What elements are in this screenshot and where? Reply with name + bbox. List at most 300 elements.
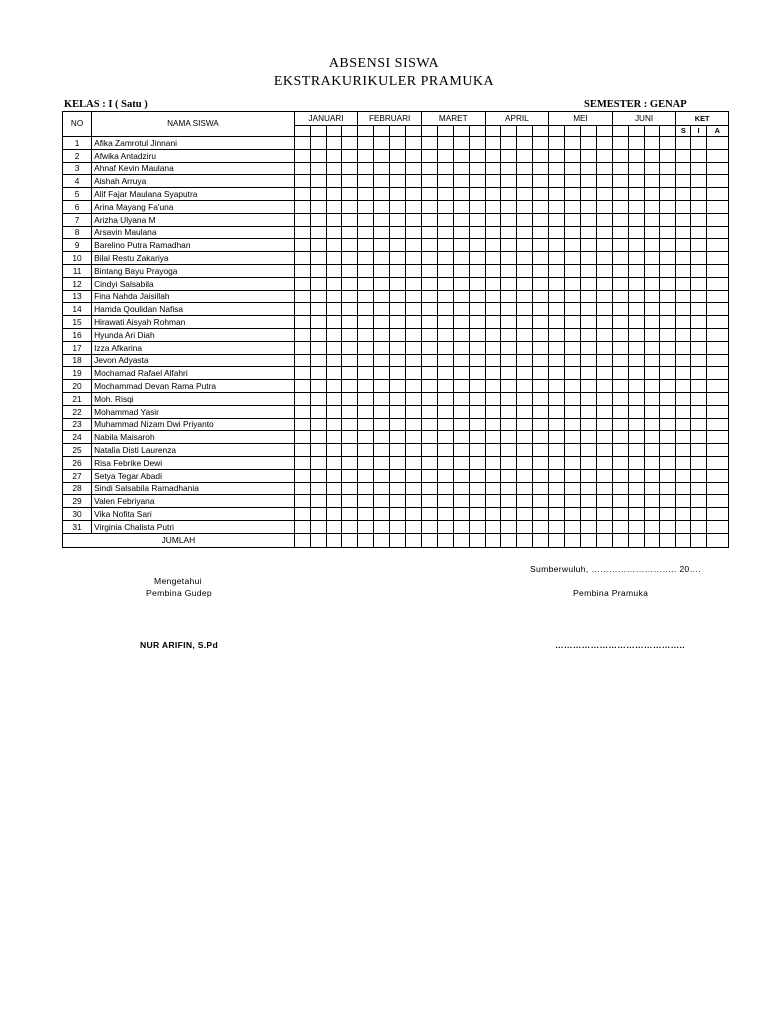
ket-i-cell bbox=[691, 239, 706, 252]
attendance-cell bbox=[437, 188, 453, 201]
attendance-cell bbox=[342, 303, 358, 316]
ket-s-cell bbox=[676, 456, 691, 469]
attendance-cell bbox=[437, 367, 453, 380]
ket-s-cell bbox=[676, 431, 691, 444]
attendance-cell bbox=[612, 137, 628, 150]
ket-s-cell bbox=[676, 328, 691, 341]
attendance-cell bbox=[421, 303, 437, 316]
attendance-cell bbox=[469, 405, 485, 418]
total-cell bbox=[612, 533, 628, 547]
attendance-cell bbox=[358, 444, 374, 457]
attendance-cell bbox=[390, 200, 406, 213]
attendance-cell bbox=[660, 444, 676, 457]
attendance-cell bbox=[533, 469, 549, 482]
student-row bbox=[63, 226, 729, 239]
attendance-cell bbox=[469, 316, 485, 329]
attendance-cell bbox=[580, 508, 596, 521]
attendance-cell bbox=[421, 456, 437, 469]
attendance-cell bbox=[390, 508, 406, 521]
attendance-cell bbox=[628, 392, 644, 405]
attendance-cell bbox=[342, 431, 358, 444]
attendance-cell bbox=[294, 418, 310, 431]
attendance-cell bbox=[612, 226, 628, 239]
attendance-cell bbox=[358, 137, 374, 150]
ket-i-cell bbox=[691, 354, 706, 367]
attendance-cell bbox=[421, 200, 437, 213]
student-name: Mochamad Rafael Alfahri bbox=[92, 367, 295, 380]
attendance-cell bbox=[485, 354, 501, 367]
ket-s-cell bbox=[676, 341, 691, 354]
attendance-cell bbox=[501, 469, 517, 482]
attendance-cell bbox=[565, 367, 581, 380]
attendance-cell bbox=[644, 277, 660, 290]
attendance-cell bbox=[294, 482, 310, 495]
attendance-cell bbox=[580, 264, 596, 277]
attendance-cell bbox=[644, 495, 660, 508]
attendance-cell bbox=[612, 328, 628, 341]
attendance-cell bbox=[326, 367, 342, 380]
student-name: Valen Febriyana bbox=[92, 495, 295, 508]
ket-sub-header: S bbox=[676, 126, 691, 137]
month-header: JUNI bbox=[612, 112, 676, 126]
attendance-cell bbox=[326, 213, 342, 226]
total-cell bbox=[485, 533, 501, 547]
attendance-cell bbox=[374, 456, 390, 469]
attendance-cell bbox=[580, 418, 596, 431]
attendance-cell bbox=[294, 495, 310, 508]
total-cell bbox=[565, 533, 581, 547]
attendance-cell bbox=[469, 444, 485, 457]
ket-a-cell bbox=[706, 354, 728, 367]
attendance-cell bbox=[612, 495, 628, 508]
attendance-cell bbox=[310, 405, 326, 418]
attendance-cell bbox=[660, 137, 676, 150]
ket-i-cell bbox=[691, 149, 706, 162]
attendance-cell bbox=[549, 354, 565, 367]
ket-a-cell bbox=[706, 341, 728, 354]
attendance-cell bbox=[421, 469, 437, 482]
month-header: MEI bbox=[549, 112, 613, 126]
attendance-cell bbox=[517, 188, 533, 201]
attendance-cell bbox=[612, 264, 628, 277]
attendance-cell bbox=[644, 264, 660, 277]
total-cell bbox=[549, 533, 565, 547]
attendance-cell bbox=[580, 367, 596, 380]
attendance-cell bbox=[326, 175, 342, 188]
attendance-cell bbox=[628, 520, 644, 533]
attendance-cell bbox=[580, 137, 596, 150]
attendance-cell bbox=[580, 495, 596, 508]
document-subtitle: EKSTRAKURIKULER PRAMUKA bbox=[273, 74, 495, 89]
student-row bbox=[63, 367, 729, 380]
attendance-cell bbox=[533, 341, 549, 354]
total-cell bbox=[310, 533, 326, 547]
attendance-cell bbox=[469, 456, 485, 469]
attendance-cell bbox=[628, 303, 644, 316]
attendance-cell bbox=[310, 469, 326, 482]
attendance-cell bbox=[628, 175, 644, 188]
attendance-cell bbox=[406, 392, 422, 405]
attendance-cell bbox=[628, 341, 644, 354]
attendance-cell bbox=[469, 367, 485, 380]
attendance-cell bbox=[390, 175, 406, 188]
student-name: Alif Fajar Maulana Syaputra bbox=[92, 188, 295, 201]
attendance-cell bbox=[453, 290, 469, 303]
student-row bbox=[63, 520, 729, 533]
student-row bbox=[63, 264, 729, 277]
attendance-cell bbox=[517, 431, 533, 444]
attendance-cell bbox=[565, 341, 581, 354]
attendance-cell bbox=[501, 431, 517, 444]
attendance-cell bbox=[565, 444, 581, 457]
student-name: Bintang Bayu Prayoga bbox=[92, 264, 295, 277]
attendance-cell bbox=[596, 508, 612, 521]
week-subheader-cell bbox=[501, 126, 517, 137]
ket-s-cell bbox=[676, 162, 691, 175]
attendance-cell bbox=[644, 508, 660, 521]
attendance-cell bbox=[517, 418, 533, 431]
attendance-cell bbox=[612, 354, 628, 367]
attendance-cell bbox=[644, 328, 660, 341]
student-no: 3 bbox=[63, 162, 92, 175]
attendance-cell bbox=[453, 444, 469, 457]
student-no: 5 bbox=[63, 188, 92, 201]
attendance-cell bbox=[549, 264, 565, 277]
student-row bbox=[63, 188, 729, 201]
week-subheader-cell bbox=[390, 126, 406, 137]
attendance-cell bbox=[437, 200, 453, 213]
attendance-cell bbox=[406, 226, 422, 239]
attendance-cell bbox=[533, 482, 549, 495]
total-cell bbox=[501, 533, 517, 547]
attendance-cell bbox=[453, 188, 469, 201]
week-subheader-cell bbox=[533, 126, 549, 137]
attendance-cell bbox=[549, 367, 565, 380]
attendance-cell bbox=[421, 418, 437, 431]
attendance-cell bbox=[644, 175, 660, 188]
place-date-line: Sumberwuluh, ……………………….. 20…. bbox=[530, 564, 702, 574]
attendance-cell bbox=[517, 444, 533, 457]
attendance-cell bbox=[326, 137, 342, 150]
attendance-cell bbox=[310, 456, 326, 469]
attendance-cell bbox=[485, 252, 501, 265]
attendance-cell bbox=[374, 162, 390, 175]
attendance-cell bbox=[374, 277, 390, 290]
attendance-cell bbox=[612, 316, 628, 329]
attendance-cell bbox=[310, 252, 326, 265]
attendance-cell bbox=[533, 188, 549, 201]
attendance-cell bbox=[660, 341, 676, 354]
attendance-cell bbox=[469, 341, 485, 354]
attendance-cell bbox=[406, 418, 422, 431]
attendance-cell bbox=[596, 137, 612, 150]
attendance-cell bbox=[342, 367, 358, 380]
attendance-cell bbox=[549, 316, 565, 329]
attendance-cell bbox=[326, 418, 342, 431]
attendance-cell bbox=[565, 213, 581, 226]
attendance-cell bbox=[390, 367, 406, 380]
student-name: Vika Nofita Sari bbox=[92, 508, 295, 521]
attendance-cell bbox=[549, 188, 565, 201]
student-name: Setya Tegar Abadi bbox=[92, 469, 295, 482]
attendance-cell bbox=[310, 495, 326, 508]
student-row bbox=[63, 444, 729, 457]
attendance-cell bbox=[628, 137, 644, 150]
attendance-cell bbox=[294, 149, 310, 162]
ket-s-cell bbox=[676, 239, 691, 252]
attendance-cell bbox=[533, 290, 549, 303]
ket-a-cell bbox=[706, 200, 728, 213]
attendance-cell bbox=[628, 290, 644, 303]
attendance-cell bbox=[342, 162, 358, 175]
attendance-cell bbox=[660, 303, 676, 316]
month-header: APRIL bbox=[485, 112, 549, 126]
attendance-cell bbox=[294, 508, 310, 521]
attendance-cell bbox=[580, 316, 596, 329]
attendance-cell bbox=[565, 239, 581, 252]
ket-a-cell bbox=[706, 328, 728, 341]
attendance-cell bbox=[358, 277, 374, 290]
attendance-cell bbox=[644, 226, 660, 239]
ket-a-cell bbox=[706, 482, 728, 495]
ket-i-cell bbox=[691, 392, 706, 405]
col-no-header: NO bbox=[63, 112, 92, 137]
attendance-cell bbox=[660, 149, 676, 162]
attendance-cell bbox=[660, 264, 676, 277]
attendance-cell bbox=[421, 431, 437, 444]
attendance-cell bbox=[549, 162, 565, 175]
attendance-cell bbox=[517, 290, 533, 303]
attendance-cell bbox=[342, 175, 358, 188]
student-row bbox=[63, 200, 729, 213]
attendance-cell bbox=[533, 495, 549, 508]
attendance-cell bbox=[628, 444, 644, 457]
attendance-cell bbox=[342, 264, 358, 277]
attendance-cell bbox=[580, 226, 596, 239]
attendance-cell bbox=[580, 162, 596, 175]
attendance-cell bbox=[469, 137, 485, 150]
attendance-cell bbox=[453, 226, 469, 239]
attendance-cell bbox=[580, 354, 596, 367]
attendance-cell bbox=[358, 303, 374, 316]
attendance-cell bbox=[390, 328, 406, 341]
ket-s-cell bbox=[676, 264, 691, 277]
attendance-cell bbox=[644, 405, 660, 418]
attendance-cell bbox=[533, 175, 549, 188]
attendance-cell bbox=[644, 520, 660, 533]
attendance-cell bbox=[437, 405, 453, 418]
attendance-cell bbox=[374, 520, 390, 533]
attendance-cell bbox=[501, 264, 517, 277]
week-subheader-cell bbox=[517, 126, 533, 137]
attendance-cell bbox=[294, 354, 310, 367]
ket-a-cell bbox=[706, 316, 728, 329]
attendance-cell bbox=[390, 137, 406, 150]
attendance-cell bbox=[421, 482, 437, 495]
attendance-cell bbox=[421, 367, 437, 380]
attendance-cell bbox=[390, 520, 406, 533]
attendance-cell bbox=[469, 418, 485, 431]
attendance-cell bbox=[501, 316, 517, 329]
attendance-cell bbox=[310, 341, 326, 354]
attendance-cell bbox=[628, 456, 644, 469]
week-subheader-cell bbox=[565, 126, 581, 137]
total-cell bbox=[517, 533, 533, 547]
attendance-cell bbox=[596, 303, 612, 316]
ket-s-cell bbox=[676, 508, 691, 521]
attendance-cell bbox=[596, 354, 612, 367]
attendance-cell bbox=[310, 520, 326, 533]
student-row bbox=[63, 380, 729, 393]
week-subheader-cell bbox=[628, 126, 644, 137]
attendance-cell bbox=[565, 431, 581, 444]
attendance-cell bbox=[596, 392, 612, 405]
attendance-cell bbox=[469, 162, 485, 175]
attendance-cell bbox=[374, 444, 390, 457]
attendance-cell bbox=[580, 213, 596, 226]
attendance-cell bbox=[565, 226, 581, 239]
attendance-cell bbox=[644, 392, 660, 405]
attendance-cell bbox=[517, 328, 533, 341]
attendance-cell bbox=[421, 188, 437, 201]
attendance-cell bbox=[406, 495, 422, 508]
student-no: 2 bbox=[63, 149, 92, 162]
attendance-cell bbox=[517, 200, 533, 213]
attendance-cell bbox=[310, 200, 326, 213]
attendance-cell bbox=[549, 482, 565, 495]
student-row bbox=[63, 341, 729, 354]
attendance-cell bbox=[342, 316, 358, 329]
student-no: 31 bbox=[63, 520, 92, 533]
attendance-cell bbox=[628, 213, 644, 226]
attendance-cell bbox=[310, 418, 326, 431]
attendance-cell bbox=[294, 444, 310, 457]
student-name: Arsavin Maulana bbox=[92, 226, 295, 239]
attendance-cell bbox=[469, 469, 485, 482]
attendance-cell bbox=[390, 456, 406, 469]
attendance-cell bbox=[596, 444, 612, 457]
ket-i-cell bbox=[691, 495, 706, 508]
month-header: JANUARI bbox=[294, 112, 358, 126]
attendance-cell bbox=[517, 520, 533, 533]
attendance-cell bbox=[406, 431, 422, 444]
attendance-cell bbox=[549, 418, 565, 431]
attendance-cell bbox=[628, 354, 644, 367]
attendance-cell bbox=[501, 277, 517, 290]
attendance-cell bbox=[406, 137, 422, 150]
attendance-cell bbox=[358, 482, 374, 495]
attendance-cell bbox=[596, 213, 612, 226]
attendance-cell bbox=[294, 137, 310, 150]
attendance-cell bbox=[628, 367, 644, 380]
student-no: 17 bbox=[63, 341, 92, 354]
attendance-cell bbox=[421, 149, 437, 162]
attendance-cell bbox=[533, 444, 549, 457]
attendance-cell bbox=[437, 277, 453, 290]
attendance-cell bbox=[453, 341, 469, 354]
attendance-cell bbox=[628, 380, 644, 393]
attendance-cell bbox=[406, 303, 422, 316]
ket-a-cell bbox=[706, 149, 728, 162]
attendance-cell bbox=[628, 405, 644, 418]
attendance-cell bbox=[517, 367, 533, 380]
attendance-cell bbox=[644, 137, 660, 150]
attendance-cell bbox=[517, 456, 533, 469]
student-no: 25 bbox=[63, 444, 92, 457]
ket-a-cell bbox=[706, 392, 728, 405]
student-row bbox=[63, 431, 729, 444]
attendance-cell bbox=[358, 469, 374, 482]
attendance-cell bbox=[453, 149, 469, 162]
attendance-cell bbox=[358, 290, 374, 303]
attendance-cell bbox=[342, 456, 358, 469]
student-name: Arizha Ulyana M bbox=[92, 213, 295, 226]
ket-a-cell bbox=[706, 252, 728, 265]
attendance-cell bbox=[501, 508, 517, 521]
attendance-cell bbox=[565, 456, 581, 469]
week-subheader-cell bbox=[485, 126, 501, 137]
student-row bbox=[63, 175, 729, 188]
attendance-cell bbox=[485, 137, 501, 150]
attendance-cell bbox=[644, 469, 660, 482]
attendance-cell bbox=[453, 431, 469, 444]
attendance-cell bbox=[501, 392, 517, 405]
ket-i-cell bbox=[691, 175, 706, 188]
attendance-cell bbox=[596, 162, 612, 175]
attendance-cell bbox=[565, 392, 581, 405]
attendance-cell bbox=[342, 149, 358, 162]
attendance-cell bbox=[485, 508, 501, 521]
attendance-cell bbox=[342, 239, 358, 252]
attendance-cell bbox=[644, 431, 660, 444]
attendance-cell bbox=[565, 303, 581, 316]
attendance-cell bbox=[294, 380, 310, 393]
attendance-cell bbox=[517, 405, 533, 418]
attendance-cell bbox=[390, 469, 406, 482]
student-no: 24 bbox=[63, 431, 92, 444]
attendance-cell bbox=[517, 175, 533, 188]
attendance-cell bbox=[580, 188, 596, 201]
attendance-cell bbox=[374, 367, 390, 380]
attendance-cell bbox=[374, 380, 390, 393]
attendance-cell bbox=[549, 303, 565, 316]
ket-i-cell bbox=[691, 469, 706, 482]
attendance-cell bbox=[294, 367, 310, 380]
ket-s-cell bbox=[676, 316, 691, 329]
week-subheader-cell bbox=[644, 126, 660, 137]
ket-a-cell bbox=[706, 469, 728, 482]
attendance-cell bbox=[421, 405, 437, 418]
total-cell bbox=[406, 533, 422, 547]
attendance-cell bbox=[612, 508, 628, 521]
attendance-cell bbox=[390, 392, 406, 405]
attendance-cell bbox=[612, 239, 628, 252]
attendance-cell bbox=[453, 175, 469, 188]
week-subheader-cell bbox=[374, 126, 390, 137]
ket-s-cell bbox=[676, 469, 691, 482]
attendance-cell bbox=[596, 469, 612, 482]
month-header: FEBRUARI bbox=[358, 112, 422, 126]
attendance-cell bbox=[628, 162, 644, 175]
attendance-cell bbox=[437, 418, 453, 431]
attendance-cell bbox=[469, 277, 485, 290]
attendance-cell bbox=[517, 277, 533, 290]
attendance-cell bbox=[501, 226, 517, 239]
attendance-cell bbox=[580, 328, 596, 341]
week-subheader-cell bbox=[421, 126, 437, 137]
attendance-cell bbox=[644, 162, 660, 175]
attendance-cell bbox=[453, 354, 469, 367]
